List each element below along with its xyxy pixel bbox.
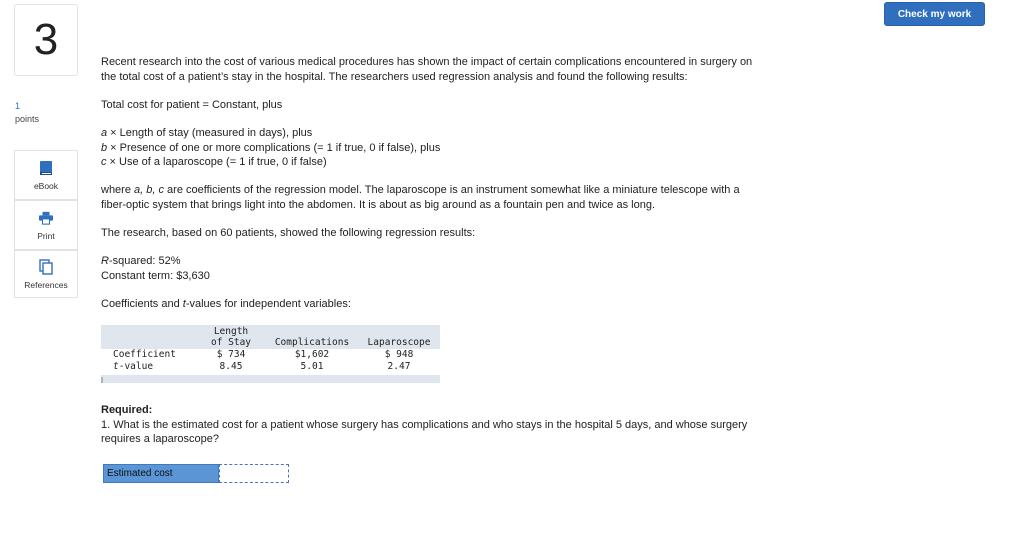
coefficients-heading — [101, 297, 351, 312]
header-length: Length — [213, 326, 249, 337]
r-squared-text: -squared: 52% — [108, 255, 181, 267]
printer-icon — [39, 210, 53, 226]
question-number: 3 — [14, 4, 78, 76]
var-a: a — [101, 127, 108, 139]
t-var: t — [113, 361, 119, 372]
points-value: 1 — [15, 101, 21, 111]
r-var: R — [101, 255, 109, 267]
variable-c-line — [101, 155, 440, 170]
table-cell: $1,602 — [294, 349, 330, 360]
ebook-button[interactable] — [14, 150, 78, 200]
var-c-text: × Use of a laparoscope (= 1 if true, 0 if false) — [106, 156, 327, 168]
where-prefix: where — [101, 184, 135, 196]
table-body — [101, 349, 440, 375]
row-label-t-value — [113, 361, 153, 372]
intro-paragraph — [101, 55, 752, 84]
table-footer-bar — [101, 377, 440, 383]
print-label: Print — [37, 230, 55, 241]
table-cell: 5.01 — [300, 361, 324, 372]
print-button[interactable] — [14, 200, 78, 250]
variable-b-line — [101, 141, 440, 156]
references-button[interactable] — [14, 250, 78, 298]
t-value-label: -value — [118, 361, 154, 372]
estimated-cost-input[interactable] — [219, 464, 289, 483]
references-icon — [39, 259, 53, 275]
estimated-cost-label: Estimated cost — [103, 464, 219, 483]
total-cost-line: Total cost for patient = Constant, plus — [101, 99, 283, 111]
ebook-label: eBook — [33, 180, 59, 191]
question-1-line-1: 1. What is the estimated cost for a patient whose surgery has complications and who stays in the hospital 5 days, and whose surgery — [101, 418, 748, 431]
regression-stats — [101, 254, 210, 283]
variables-list — [101, 126, 440, 170]
points-info — [15, 100, 39, 126]
var-c: c — [101, 156, 107, 168]
research-line: The research, based on 60 patients, showed the following regression results: — [101, 227, 476, 239]
where-line-2: fiber-optic system that brings light into the abdomen. It is about as big around as a fountain pen and twice as long. — [101, 198, 656, 211]
header-complications: Complications — [274, 337, 350, 348]
var-a-text: × Length of stay (measured in days), plus — [107, 127, 313, 139]
table-cell: $ 734 — [216, 349, 246, 360]
var-b-text: × Presence of one or more complications (= 1 if true, 0 if false), plus — [107, 141, 441, 154]
variable-a-line — [101, 126, 440, 141]
coef-t-var: t — [182, 298, 186, 310]
required-section — [101, 403, 861, 447]
header-laparoscope: Laparoscope — [367, 337, 431, 348]
where-line-1 — [101, 183, 740, 198]
references-label: References — [24, 279, 68, 290]
where-text-1: are coefficients of the regression model. The laparoscope is an instrument somewhat like a miniature telescope with a — [164, 184, 740, 196]
intro-line-2: the total cost of a patient’s stay in the hospital. The researchers used regression analysis and found the following results: — [101, 70, 688, 83]
table-cell: 2.47 — [387, 361, 411, 372]
required-heading: Required: — [101, 404, 153, 416]
question-1-line-2: requires a laparoscope? — [101, 433, 220, 445]
coef-suffix: -values for independent variables: — [185, 298, 351, 310]
check-my-work-button[interactable]: Check my work — [884, 2, 985, 26]
ebook-icon — [39, 160, 53, 176]
where-paragraph — [101, 183, 740, 212]
r-squared-line — [101, 254, 210, 269]
table-cell: 8.45 — [219, 361, 243, 372]
where-vars: a, b, c — [134, 184, 164, 196]
intro-line-1: Recent research into the cost of various medical procedures has shown the impact of certain complications encountered in surgery on — [101, 56, 753, 68]
constant-term-line: Constant term: $3,630 — [101, 269, 210, 282]
points-label: points — [15, 114, 40, 124]
var-b: b — [101, 141, 108, 154]
coef-prefix: Coefficients and — [101, 298, 183, 310]
header-of-stay: of Stay — [210, 337, 252, 348]
table-cell: $ 948 — [384, 349, 414, 360]
row-label-coefficient: Coefficient — [113, 349, 176, 360]
